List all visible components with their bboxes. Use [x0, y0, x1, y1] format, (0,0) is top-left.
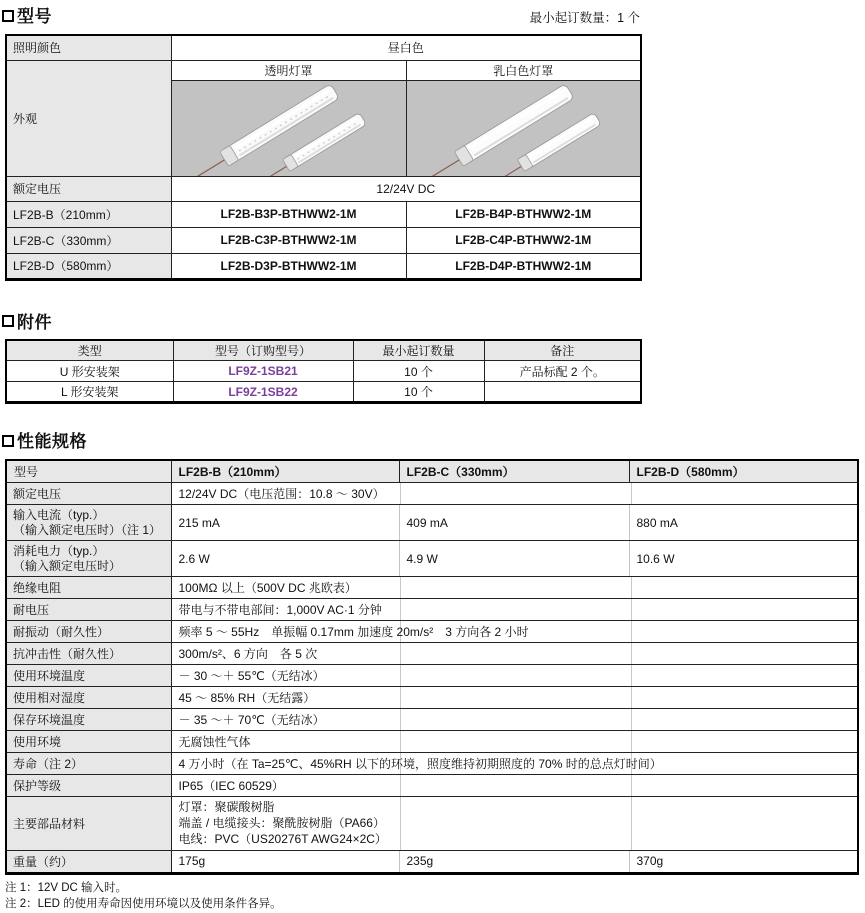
illumination-color-value: 昼白色 — [171, 35, 641, 60]
appearance-label: 外观 — [6, 60, 171, 176]
footnote-2: 注 2：LED 的使用寿命因使用环境以及使用条件各异。 — [5, 898, 282, 911]
section-square-icon — [2, 315, 14, 327]
spec-value: 带电与不带电部间：1,000V AC·1 分钟 — [171, 599, 858, 621]
spec-label: 寿命（注 2） — [6, 753, 171, 775]
spec-value: 10.6 W — [629, 541, 858, 577]
spec-label — [6, 541, 171, 577]
table-row — [6, 382, 641, 403]
spec-row — [6, 850, 858, 873]
table-row — [6, 253, 641, 279]
spec-value — [171, 797, 858, 851]
table-row — [6, 361, 641, 382]
section-title-text: 性能规格 — [17, 432, 87, 451]
spec-header-label: 型号 — [6, 460, 171, 483]
spec-value: IP65（IEC 60529） — [171, 775, 858, 797]
table-row — [6, 201, 641, 227]
table-row — [6, 60, 641, 80]
spec-row — [6, 775, 858, 797]
clear-cover-header: 透明灯罩 — [171, 60, 406, 80]
table-row — [6, 35, 641, 60]
spec-label-line: 消耗电力（typ.） — [13, 543, 105, 558]
accessory-table — [5, 339, 642, 405]
spec-label: 使用环境 — [6, 731, 171, 753]
model-number: LF2B-B4P-BTHWW2-1M — [406, 201, 641, 227]
spec-value: 175g — [171, 850, 399, 873]
size-label: LF2B-B（210mm） — [6, 201, 171, 227]
spec-section-header — [5, 427, 857, 452]
spec-label-line: 输入电流（typ.） — [13, 507, 105, 522]
spec-value: 频率 5 ～ 55Hz 单振幅 0.17mm 加速度 20m/s² 3 方向各 2 小时 — [171, 621, 858, 643]
spec-row — [6, 731, 858, 753]
spec-row — [6, 621, 858, 643]
spec-row — [6, 483, 858, 505]
product-image-clear — [171, 80, 406, 176]
product-image-milky — [406, 80, 641, 176]
column-header: 最小起订数量 — [353, 340, 484, 361]
spec-section-title — [2, 427, 87, 452]
spec-row — [6, 797, 858, 851]
spec-header-model: LF2B-B（210mm） — [171, 460, 399, 483]
section-square-icon — [2, 10, 14, 22]
spec-value: 235g — [399, 850, 629, 873]
led-bar-illustration — [172, 81, 406, 176]
model-section-header — [5, 2, 640, 27]
section-title-text: 附件 — [17, 312, 52, 332]
spec-value: 4 万小时（在 Ta=25℃、45%RH 以下的环境，照度维持初期照度的 70% 时的总点灯时间） — [171, 753, 858, 775]
accessory-type: L 形安装架 — [6, 382, 173, 403]
min-order-note: 最小起订数量：1 个 — [529, 11, 640, 25]
model-number: LF2B-D4P-BTHWW2-1M — [406, 253, 641, 279]
spec-value: 12/24V DC（电压范围：10.8 ～ 30V） — [171, 483, 858, 505]
spec-row — [6, 599, 858, 621]
spec-label: 重量（约） — [6, 850, 171, 873]
spec-header-model: LF2B-C（330mm） — [399, 460, 629, 483]
spec-label: 抗冲击性（耐久性） — [6, 643, 171, 665]
spec-row — [6, 505, 858, 541]
column-header: 备注 — [484, 340, 641, 361]
illumination-color-label: 照明颜色 — [6, 35, 171, 60]
spec-value: 45 ～ 85% RH（无结露） — [171, 687, 858, 709]
section-title-text: 型号 — [17, 7, 52, 26]
column-header: 型号（订购型号） — [173, 340, 353, 361]
footnotes — [5, 880, 865, 913]
table-row — [6, 227, 641, 253]
section-square-icon — [2, 435, 14, 447]
footnote-1: 注 1：12V DC 输入时。 — [5, 881, 128, 894]
spec-row — [6, 577, 858, 599]
spec-value: 100MΩ 以上（500V DC 兆欧表） — [171, 577, 858, 599]
model-number: LF2B-D3P-BTHWW2-1M — [171, 253, 406, 279]
model-number: LF2B-B3P-BTHWW2-1M — [171, 201, 406, 227]
spec-row — [6, 665, 858, 687]
accessory-qty: 10 个 — [353, 361, 484, 382]
spec-row — [6, 643, 858, 665]
spec-value: 无腐蚀性气体 — [171, 731, 858, 753]
spec-header-model: LF2B-D（580mm） — [629, 460, 858, 483]
accessory-qty: 10 个 — [353, 382, 484, 403]
spec-row — [6, 753, 858, 775]
spec-label-line: （输入额定电压时） — [13, 558, 122, 573]
spec-value: 2.6 W — [171, 541, 399, 577]
rated-voltage-value: 12/24V DC — [171, 176, 641, 201]
spec-value: 300m/s²、6 方向 各 5 次 — [171, 643, 858, 665]
spec-label — [6, 505, 171, 541]
spec-value-line: 灯罩：聚碳酸树脂 — [178, 800, 275, 814]
spec-label: 使用环境温度 — [6, 665, 171, 687]
spec-value: 4.9 W — [399, 541, 629, 577]
accessory-section-header — [5, 308, 640, 333]
spec-row — [6, 541, 858, 577]
model-number: LF2B-C4P-BTHWW2-1M — [406, 227, 641, 253]
spec-table — [5, 459, 859, 875]
spec-label: 保存环境温度 — [6, 709, 171, 731]
model-table — [5, 34, 642, 281]
size-label: LF2B-D（580mm） — [6, 253, 171, 279]
rated-voltage-label: 额定电压 — [6, 176, 171, 201]
spec-value: － 30 ～＋ 55℃（无结冰） — [171, 665, 858, 687]
spec-label: 保护等级 — [6, 775, 171, 797]
accessory-type: U 形安装架 — [6, 361, 173, 382]
spec-row — [6, 709, 858, 731]
accessory-section-title — [2, 308, 52, 333]
table-row — [6, 176, 641, 201]
table-header-row — [6, 340, 641, 361]
spec-row — [6, 687, 858, 709]
spec-value: 409 mA — [399, 505, 629, 541]
spec-value: 880 mA — [629, 505, 858, 541]
model-section-title — [2, 2, 52, 27]
spec-value: 215 mA — [171, 505, 399, 541]
spec-value: 370g — [629, 850, 858, 873]
spec-value-line: 端盖 / 电缆接头：聚酰胺树脂（PA66） — [178, 816, 385, 831]
accessory-note: 产品标配 2 个。 — [484, 361, 641, 382]
size-label: LF2B-C（330mm） — [6, 227, 171, 253]
spec-label: 额定电压 — [6, 483, 171, 505]
model-number: LF2B-C3P-BTHWW2-1M — [171, 227, 406, 253]
spec-value: － 35 ～＋ 70℃（无结冰） — [171, 709, 858, 731]
accessory-model-link[interactable]: LF9Z-1SB21 — [173, 361, 353, 382]
table-header-row — [6, 460, 858, 483]
spec-label: 绝缘电阻 — [6, 577, 171, 599]
spec-label: 耐振动（耐久性） — [6, 621, 171, 643]
accessory-model-link[interactable]: LF9Z-1SB22 — [173, 382, 353, 403]
spec-label-line: （输入额定电压时）（注 1） — [13, 522, 162, 537]
spec-label: 主要部品材料 — [6, 797, 171, 851]
spec-value-line: 电线：PVC（US20276T AWG24×2C） — [178, 832, 387, 847]
column-header: 类型 — [6, 340, 173, 361]
spec-label: 耐电压 — [6, 599, 171, 621]
led-bar-illustration — [407, 81, 641, 176]
spec-label: 使用相对湿度 — [6, 687, 171, 709]
milky-cover-header: 乳白色灯罩 — [406, 60, 641, 80]
accessory-note — [484, 382, 641, 403]
